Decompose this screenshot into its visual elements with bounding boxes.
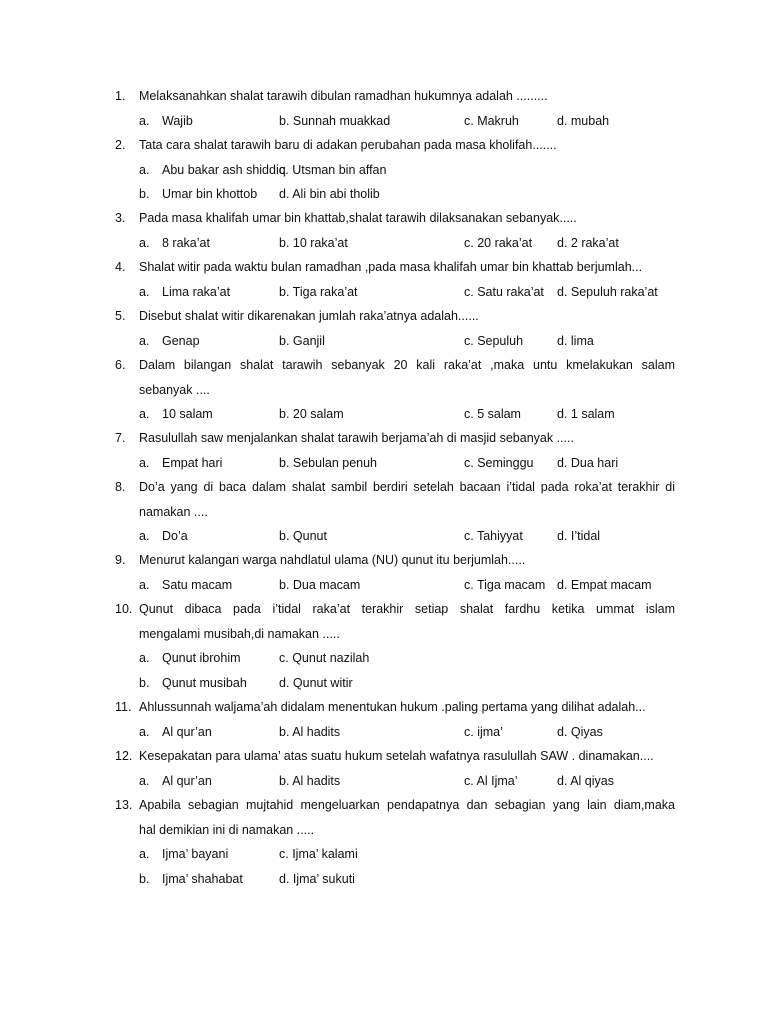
option	[464, 329, 523, 354]
option-text: Ijma’ shahabat	[162, 871, 243, 886]
option	[464, 280, 544, 305]
options-row	[115, 158, 675, 183]
question-number: 10.	[115, 602, 133, 616]
option-text: Lima raka’at	[162, 284, 231, 299]
question-5	[115, 304, 675, 353]
option-letter: a.	[139, 407, 150, 421]
question-number: 11.	[115, 700, 132, 714]
option-letter: a.	[139, 577, 150, 592]
options-row	[115, 524, 675, 549]
option-text: c. 5 salam	[464, 407, 521, 421]
question-11	[115, 695, 675, 744]
option	[139, 402, 213, 427]
option-text: Qunut musibah	[162, 675, 247, 690]
option-text: Al qur’an	[162, 724, 212, 739]
question-line	[115, 695, 675, 720]
question-text: Qunut dibaca pada i’tidal raka’at terakhir setiap shalat fardhu ketika ummat islam	[139, 602, 675, 616]
question-text: Disebut shalat witir dikarenakan jumlah raka’atnya adalah......	[139, 309, 479, 323]
option	[139, 769, 212, 794]
option	[139, 842, 228, 867]
option	[279, 280, 358, 305]
option-text: Do’a	[162, 529, 188, 543]
question-line	[115, 548, 675, 573]
question-text-continued: sebanyak ....	[139, 382, 210, 397]
option	[464, 109, 519, 134]
option-text: Genap	[162, 333, 200, 348]
option	[139, 158, 286, 183]
options-row	[115, 720, 675, 745]
question-3	[115, 206, 675, 255]
option	[279, 524, 327, 549]
option-text: d. Dua hari	[557, 455, 619, 470]
option	[557, 573, 651, 598]
question-number: 13.	[115, 798, 133, 812]
option	[557, 109, 609, 134]
option	[279, 573, 360, 598]
option	[464, 402, 521, 427]
question-text: Melaksanahkan shalat tarawih dibulan ramadhan hukumnya adalah .........	[139, 89, 548, 103]
question-number: 6.	[115, 358, 126, 372]
option	[557, 329, 594, 354]
question-text: Tata cara shalat tarawih baru di adakan perubahan pada masa kholifah.......	[139, 138, 557, 152]
option-letter: a.	[139, 162, 150, 177]
question-text-continued: hal demikian ini di namakan .....	[139, 822, 315, 837]
option-text: b. Al hadits	[279, 773, 341, 788]
option	[139, 573, 232, 598]
question-6	[115, 353, 675, 427]
option-text: c. Satu raka’at	[464, 284, 544, 299]
option-letter: a.	[139, 529, 150, 543]
question-line	[115, 255, 675, 280]
question-text-continued: namakan ....	[139, 504, 208, 519]
option-text: d. I’tidal	[557, 529, 601, 543]
option-text: c. Al Ijma’	[464, 773, 518, 788]
option-text: b. Qunut	[279, 529, 327, 543]
question-9	[115, 548, 675, 597]
option-text: b. 20 salam	[279, 407, 344, 421]
question-line	[115, 353, 675, 378]
option-letter: a.	[139, 235, 150, 250]
option-text: Umar bin khottob	[162, 187, 258, 201]
option-text: b. Sunnah muakkad	[279, 113, 391, 128]
option-text: d. Qunut witir	[279, 675, 353, 690]
options-row	[115, 402, 675, 427]
option	[557, 402, 615, 427]
option	[279, 646, 369, 671]
option	[279, 158, 386, 183]
option	[139, 182, 257, 207]
option-text: 10 salam	[162, 407, 213, 421]
option-letter: b.	[139, 187, 150, 201]
option	[464, 231, 532, 256]
options-row	[115, 451, 675, 476]
option	[464, 524, 523, 549]
option	[139, 280, 230, 305]
question-line	[115, 206, 675, 231]
question-number: 4.	[115, 260, 126, 274]
option	[279, 329, 325, 354]
question-number: 2.	[115, 138, 126, 152]
question-number: 12.	[115, 749, 133, 763]
option-text: d. 1 salam	[557, 407, 615, 421]
option	[139, 720, 212, 745]
question-text: Do’a yang di baca dalam shalat sambil berdiri setelah bacaan i’tidal pada roka’at terakhir di	[139, 480, 675, 494]
option-text: c. Tahiyyat	[464, 529, 523, 543]
option-text: d. Ijma’ sukuti	[279, 871, 355, 886]
question-number: 3.	[115, 211, 126, 225]
question-text: Ahlussunnah waljama’ah didalam menentukan hukum .paling pertama yang dilihat adalah...	[139, 700, 646, 714]
option	[279, 769, 340, 794]
option-text: d. Al qiyas	[557, 773, 614, 788]
question-number: 5.	[115, 309, 126, 323]
option-text: b. Al hadits	[279, 724, 341, 739]
option-text: d. Sepuluh raka’at	[557, 284, 658, 299]
option-text: c. 20 raka’at	[464, 235, 533, 250]
option-letter: b.	[139, 871, 150, 886]
question-line	[115, 744, 675, 769]
option-letter: a.	[139, 651, 150, 665]
question-4	[115, 255, 675, 304]
question-line	[115, 133, 675, 158]
option	[139, 867, 243, 892]
option	[139, 329, 200, 354]
option	[279, 867, 355, 892]
options-row	[115, 280, 675, 305]
option-text: c. Utsman bin affan	[279, 162, 387, 177]
options-row	[115, 646, 675, 671]
option	[139, 451, 222, 476]
question-7	[115, 426, 675, 475]
question-text: Kesepakatan para ulama’ atas suatu hukum setelah wafatnya rasulullah SAW . dinamakan....	[139, 749, 654, 763]
option-letter: a.	[139, 455, 150, 470]
options-row	[115, 329, 675, 354]
option-text: b. 10 raka’at	[279, 235, 348, 250]
options-row	[115, 842, 675, 867]
option-text: Satu macam	[162, 577, 233, 592]
question-2	[115, 133, 675, 207]
question-text: Pada masa khalifah umar bin khattab,shalat tarawih dilaksanakan sebanyak.....	[139, 211, 577, 225]
options-row	[115, 867, 675, 892]
option	[139, 524, 188, 549]
question-8	[115, 475, 675, 549]
option-text: b. Tiga raka’at	[279, 284, 358, 299]
question-number: 8.	[115, 480, 126, 494]
option-text: Qunut ibrohim	[162, 651, 241, 665]
option	[464, 720, 503, 745]
option	[557, 524, 600, 549]
option	[279, 402, 344, 427]
option-text: d. lima	[557, 333, 594, 348]
option	[557, 280, 658, 305]
option	[279, 231, 348, 256]
question-text: Rasulullah saw menjalankan shalat tarawih berjama’ah di masjid sebanyak .....	[139, 431, 574, 445]
option	[279, 182, 380, 207]
options-row	[115, 182, 675, 207]
option	[557, 451, 618, 476]
option-text: c. Makruh	[464, 113, 519, 128]
option	[279, 842, 358, 867]
option-text: c. Tiga macam	[464, 577, 546, 592]
option-text: d. 2 raka’at	[557, 235, 619, 250]
option-text: Abu bakar ash shiddiq	[162, 162, 286, 177]
option-text: d. Empat macam	[557, 577, 652, 592]
option-text: c. Sepuluh	[464, 333, 524, 348]
question-number: 1.	[115, 89, 126, 103]
option-text: d. Qiyas	[557, 724, 603, 739]
option	[279, 451, 377, 476]
option-text: b. Dua macam	[279, 577, 361, 592]
option	[464, 769, 518, 794]
option-letter: a.	[139, 724, 150, 739]
option-letter: a.	[139, 773, 150, 788]
question-line	[115, 793, 675, 818]
question-1	[115, 84, 675, 133]
option-letter: a.	[139, 847, 150, 861]
question-number: 7.	[115, 431, 126, 445]
question-line	[115, 597, 675, 622]
question-text-continued: mengalami musibah,di namakan .....	[139, 626, 340, 641]
option-text: c. Ijma’ kalami	[279, 847, 358, 861]
question-text: Apabila sebagian mujtahid mengeluarkan pendapatnya dan sebagian yang lain diam,maka	[139, 798, 675, 812]
question-12	[115, 744, 675, 793]
option-letter: a.	[139, 284, 150, 299]
option	[139, 231, 210, 256]
option	[557, 231, 619, 256]
question-text: Shalat witir pada waktu bulan ramadhan ,pada masa khalifah umar bin khattab berjumlah...	[139, 260, 643, 274]
option-letter: b.	[139, 675, 150, 690]
question-13	[115, 793, 675, 891]
option	[279, 109, 390, 134]
option	[139, 109, 193, 134]
question-line	[115, 304, 675, 329]
question-line	[115, 426, 675, 451]
option	[464, 451, 533, 476]
question-number: 9.	[115, 553, 126, 567]
option	[464, 573, 545, 598]
option-text: b. Ganjil	[279, 333, 325, 348]
question-10	[115, 597, 675, 695]
option	[279, 671, 353, 696]
option	[279, 720, 340, 745]
option-text: Empat hari	[162, 455, 223, 470]
question-text: Dalam bilangan shalat tarawih sebanyak 20 kali raka’at ,maka untu kmelakukan salam	[139, 358, 675, 372]
option-letter: a.	[139, 333, 150, 348]
option-text: 8 raka’at	[162, 235, 210, 250]
option	[139, 646, 241, 671]
option-text: c. Seminggu	[464, 455, 534, 470]
options-row	[115, 109, 675, 134]
option-text: c. ijma’	[464, 724, 503, 739]
option-text: b. Sebulan penuh	[279, 455, 378, 470]
option	[557, 720, 603, 745]
option-letter: a.	[139, 113, 150, 128]
question-text: Menurut kalangan warga nahdlatul ulama (NU) qunut itu berjumlah.....	[139, 553, 526, 567]
option-text: Al qur’an	[162, 773, 212, 788]
options-row	[115, 769, 675, 794]
option-text: Wajib	[162, 113, 193, 128]
question-line	[115, 84, 675, 109]
option-text: c. Qunut nazilah	[279, 651, 370, 665]
options-row	[115, 671, 675, 696]
option	[139, 671, 247, 696]
option-text: d. Ali bin abi tholib	[279, 187, 380, 201]
option-text: d. mubah	[557, 113, 610, 128]
question-line	[115, 475, 675, 500]
option	[557, 769, 614, 794]
option-text: Ijma’ bayani	[162, 847, 229, 861]
options-row	[115, 231, 675, 256]
options-row	[115, 573, 675, 598]
